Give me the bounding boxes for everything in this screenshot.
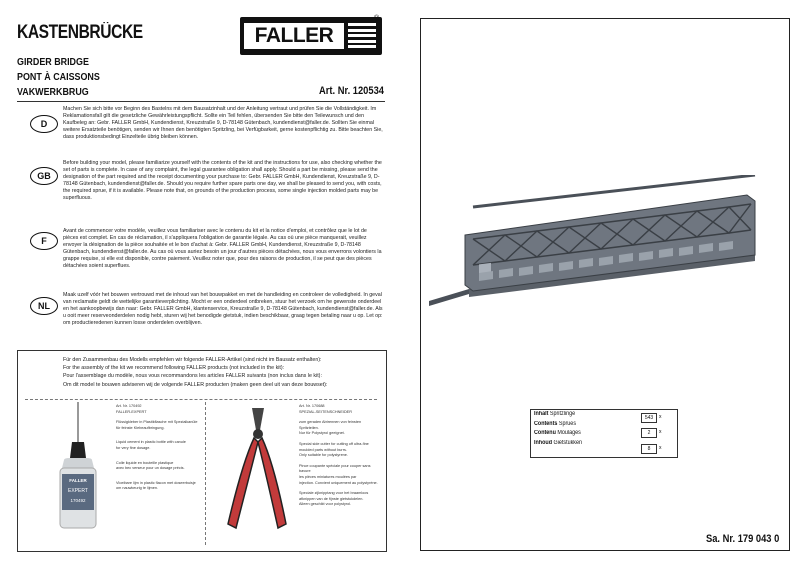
product-cutter-line: Speciale zijknipptang voor het braamloos (299, 491, 369, 496)
sa-number: Sa. Nr. 179 043 0 (706, 533, 780, 545)
header-divider (17, 101, 385, 102)
lang-badge-nl: NL (30, 297, 58, 315)
cutter-jaw (252, 408, 264, 430)
text-de: Machen Sie sich bitte vor Beginn des Bastelns mit dem Bausatzinhalt und der Anleitung vertraut und prüfen Sie die Vollständigkeit. Im Reklamationsfall gilt die gesetzliche Gewährleistungspflicht. Sollte ein Teil fehlen, übersenden Sie bitte den Teilewunsch und den Kaufbeleg an: Gebr. FALLER GmbH, Kundendienst, Kreuzstraße 9, D-78148 Gütenbach, kundendienst@faller.de. Sollten Sie einmal weitere Ersatzteile benötigen, senden wir Ihnen den benötigten Spritzling, bei Verfügbarkeit, gerne kostenpflichtig zu. Bitte beachten Sie, dass produktionsbedingt Einzelteile übrig bleiben können. (63, 106, 383, 141)
rec-line-nl: Om dit model te bouwen adviseren wij de volgende FALLER producten (maken geen deel uit van deze bouwset): (63, 381, 328, 388)
rec-line-de: Für den Zusammenbau des Modells empfehlen wir folgende FALLER-Artikel (sind nicht im Bausatz enthalten): (63, 357, 322, 363)
product-glue-line: om nauwkeurig te lijmen. (116, 486, 158, 491)
page-title: KASTENBRÜCKE (17, 22, 143, 43)
contents-x: x (659, 414, 662, 420)
product-glue-line: Flüssigkleber in Plastikflasche mit Spezialkanüle (116, 420, 198, 425)
contents-row-fr: Contenu Moulages (534, 430, 581, 436)
product-cutter-text (299, 404, 383, 508)
text-nl: Maak uzelf vóór het bouwen vertrouwd met de inhoud van het bouwpakket en met de handleiding en controleer de volledigheid. In geval van reclamatie geldt de wettelijke garantieverplichting. Mocht er een onderdeel ontbreken, stuur het verzoek om he gewenste onderdeel en het aankoopbewijs dan naar: Gebr. FALLER GmbH, klantenservice, Kreuzstraße 9, D-78148 Gütenbach, kundendienst@faller.de. Als u ooit meer reserveonderdelen nodig hebt, sturen wij het benodigde gietstuk, indien beschikbaar, graag tegen betaling naar u op. Let op: om productieredenen kunnen losse onderdelen overblijven. (63, 292, 383, 327)
product-divider (205, 402, 206, 545)
text-en: Before building your model, please familiarize yourself with the contents of the kit and the instructions for use, also checking whether the set of parts is complete. In case of any complaint, the legal guarantee obligation shall apply. Should a part be missing, please send the designation of the part required and the receipt documenting your purchase to: Gebr. FALLER GmbH, Kundendienst, Kreuzstraße 9, D-78148 Gütenbach, kundendienst@faller.de. Should you require further spare parts one day, we shall be pleased to send you, with costs, the required sprue, if it is available. Please note that, on grounds of the production process, some single injection molded parts may be superfluous. (63, 160, 382, 202)
contents-count-box: 8 (641, 444, 657, 454)
faller-logo (240, 17, 382, 55)
contents-x: x (659, 445, 662, 451)
bottle-label-nr: 170492 (70, 498, 86, 503)
cutter-handle-left (228, 438, 258, 528)
product-cutter-line: moulded parts without burrs. (299, 447, 347, 452)
product-glue-line: Colle liquide en bouteille plastique (116, 460, 174, 465)
contents-row-en: Contents Sprues (534, 421, 577, 427)
glue-bottle-image (50, 402, 110, 542)
product-cutter-name: SPEZIAL-SEITENSCHNEIDER (299, 409, 352, 414)
side-cutter-image (222, 404, 297, 544)
subtitle-en: GIRDER BRIDGE (17, 56, 89, 68)
product-glue-line: Liquid cement in plastic bottle with canule (116, 440, 186, 445)
product-glue-line: avec bec verseur pour un dosage précis. (116, 466, 185, 471)
bottle-shoulder (62, 458, 94, 468)
bridge-image (425, 175, 765, 315)
rec-divider (25, 399, 377, 400)
rec-line-fr: Pour l'assemblage du modèle, nous vous recommandons les articles FALLER suivants (non inclus dans le kit): (63, 373, 322, 380)
product-glue-line: für feinste Klebeaufbringung. (116, 425, 165, 430)
product-glue-line: for very fine dosage. (116, 445, 151, 450)
product-cutter-line: Alleen geschikt voor polystyrol. (299, 502, 352, 507)
bottle-canule (77, 402, 79, 442)
logo-stripes (348, 23, 376, 49)
article-number: Art. Nr. 120534 (319, 85, 384, 97)
product-glue-art: Art. Nr. 170492 (116, 404, 142, 408)
lang-badge-f: F (30, 232, 58, 250)
product-cutter-line: Spritzteilen. (299, 425, 319, 430)
contents-row-de: Inhalt Spritzlinge (534, 411, 576, 417)
product-glue-text (116, 404, 202, 492)
text-fr: Avant de commencer votre modèle, veuillez vous familiariser avec le contenu du kit et la notice d'emploi, et contrôlez que le lot de pièces est complet. En cas de réclamation, il s'appliquera l'obligation de garantie légale. Au cas où une pièce manquerait, veuillez envoyer la désignation de la pièce souhaitée et le bon d'achat à: Gebr. FALLER GmbH, Kundendienst, Kreuzstraße 9, D-78148 Gütenbach, kundendienst@faller.de. Au cas où vous auriez besoin un jour d'autres pièces détachées, nous vous enverrons volontiers la grappe requise, si elle est disponible, contre paiement. Veuillez noter que, pour des raisons de production, il se peut que des pièces détachées soient superflues. (63, 228, 382, 270)
product-cutter-line: Nur für Polystyrol geeignet. (299, 431, 345, 436)
contents-row-nl: Inhoud Gietstukken (534, 440, 583, 446)
logo-text: FALLER (244, 23, 344, 49)
product-cutter-line: afknippen van de fijnste gietstukdelen. (299, 496, 364, 501)
bottle-cap (70, 442, 86, 458)
product-cutter-line: zum geraden Abtrennen von feinsten (299, 420, 362, 425)
recommendation-text (63, 356, 378, 389)
subtitle-fr: PONT À CAISSONS (17, 71, 100, 83)
bottle-label-brand: FALLER (69, 478, 87, 483)
product-cutter-line: les pièces miniatures moulées par (299, 474, 357, 479)
registered-mark: ® (374, 15, 380, 22)
product-glue-line: Vloeibare lijm in plastic flacon met doseerbuisje (116, 480, 196, 485)
contents-x: x (659, 429, 662, 435)
contents-count-box: 543 (641, 413, 657, 423)
bridge-approach (429, 289, 469, 306)
product-cutter-art: Art. Nr. 170688 (299, 404, 325, 408)
subtitle-nl: VAKWERKBRUG (17, 86, 89, 98)
product-cutter-line: injection. Convient uniquement au polystyrène. (299, 480, 378, 485)
rec-line-en: For the assembly of the kit we recommend following FALLER products (not included in the kit): (63, 365, 285, 372)
cutter-handle-right (258, 438, 286, 528)
product-cutter-line: Pince coupante spéciale pour couper sans bavure (299, 463, 371, 474)
lang-badge-gb: GB (30, 167, 58, 185)
product-glue-name: FALLER-EXPERT (116, 409, 147, 414)
contents-count-box: 2 (641, 428, 657, 438)
lang-badge-d: D (30, 115, 58, 133)
product-cutter-line: Only suitable for polystyrene. (299, 453, 348, 458)
bottle-label-name: EXPERT (68, 488, 88, 494)
product-cutter-line: Special side cutter for cutting off ultra-fine (299, 441, 369, 446)
